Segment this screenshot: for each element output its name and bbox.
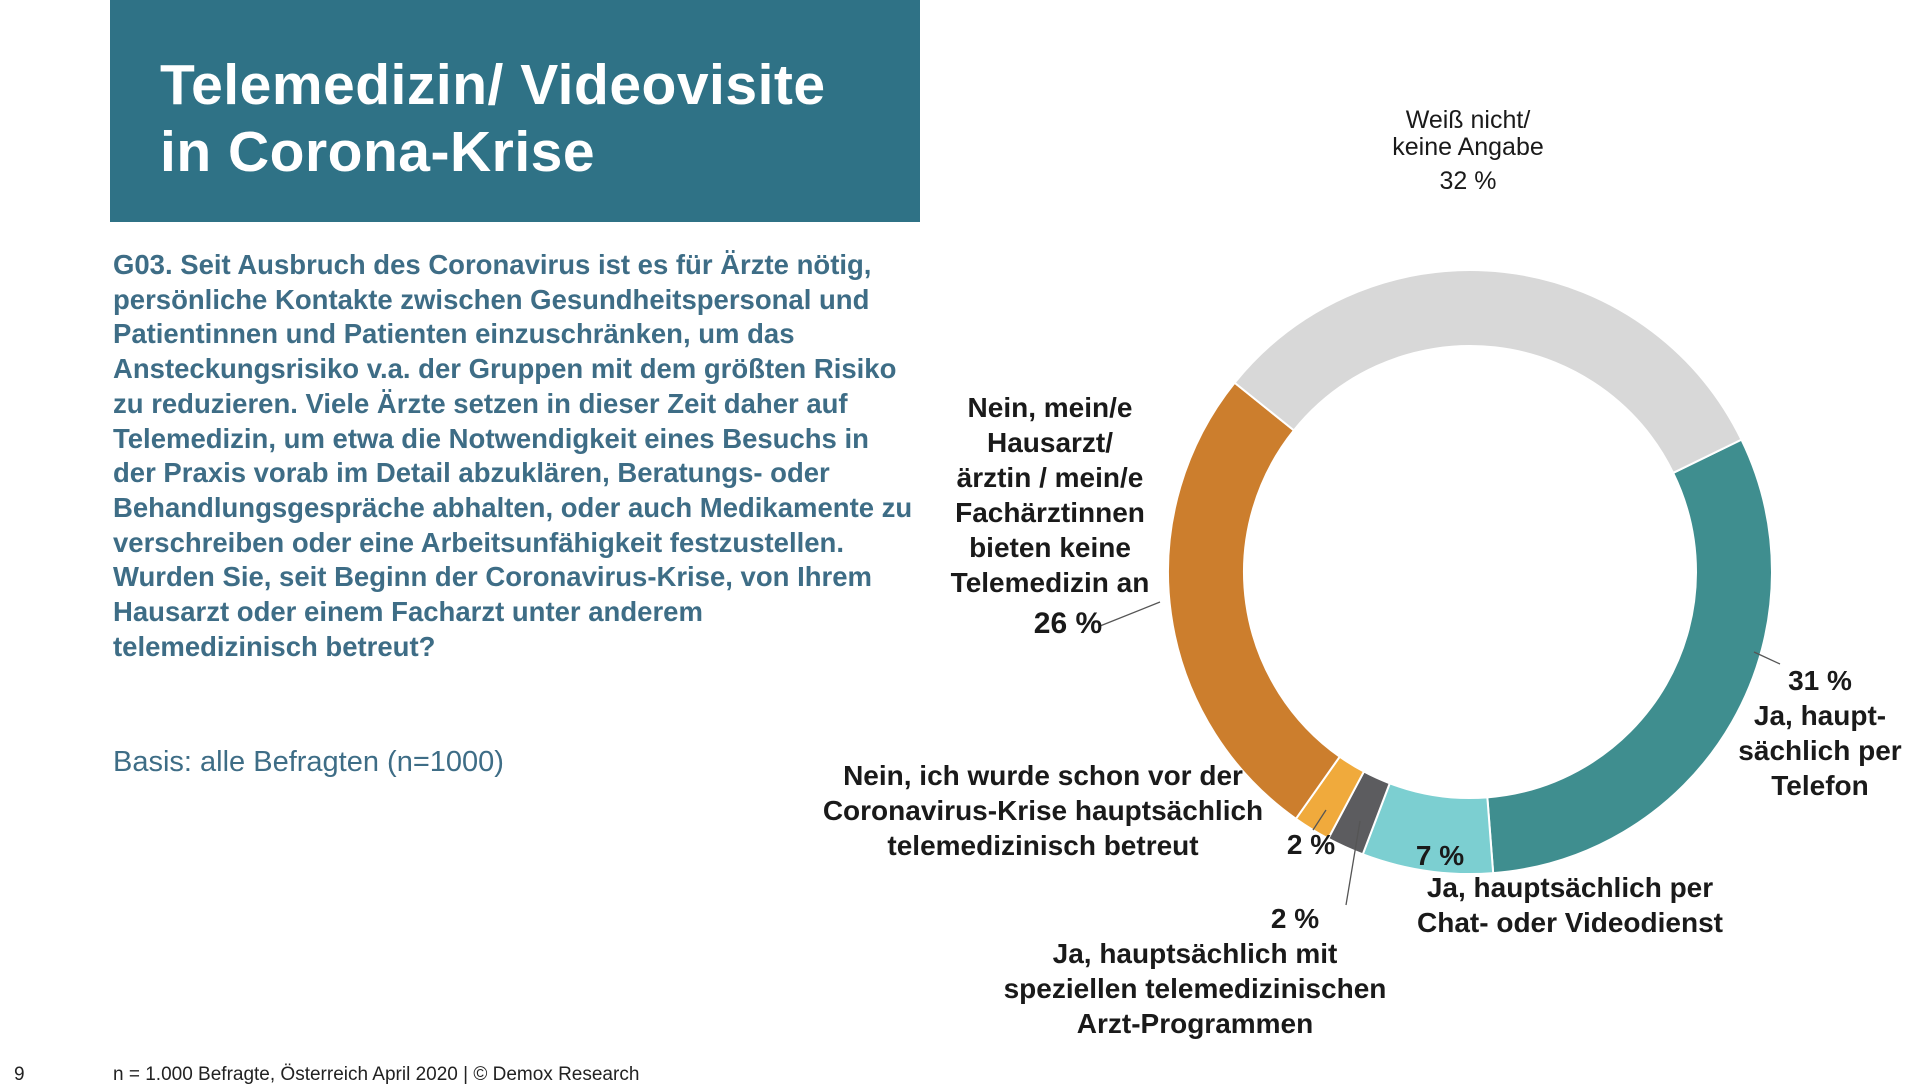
donut-slice-keine-telemedizin bbox=[1168, 383, 1340, 819]
basis-note: Basis: alle Befragten (n=1000) bbox=[113, 746, 504, 778]
label-schon-vorher-line-3: telemedizinisch betreut bbox=[887, 830, 1199, 861]
label-programme bbox=[980, 901, 1410, 1041]
label-telefon-line-3: Telefon bbox=[1771, 770, 1869, 801]
label-keine-telemedizin-line-1: Nein, mein/e bbox=[967, 392, 1133, 423]
page-title-line-2: in Corona-Krise bbox=[160, 120, 596, 184]
donut-slice-weiss-nicht bbox=[1235, 270, 1742, 473]
label-telefon bbox=[1710, 663, 1920, 803]
value-schon-vorher: 2 % bbox=[1286, 829, 1336, 860]
value-telefon: 31 % bbox=[1788, 665, 1852, 696]
label-weiss-nicht-value: 32 % bbox=[1439, 167, 1497, 195]
label-programme-line-2: speziellen telemedizinischen bbox=[1003, 973, 1387, 1004]
value-chat-video: 7 % bbox=[1415, 840, 1465, 871]
label-keine-telemedizin bbox=[925, 390, 1175, 600]
label-programme-line-3: Arzt-Programmen bbox=[1076, 1008, 1314, 1039]
label-schon-vorher-line-1: Nein, ich wurde schon vor der bbox=[843, 760, 1243, 791]
label-weiss-nicht-line-1: Weiß nicht/ bbox=[1405, 106, 1531, 134]
label-telefon-line-1: Ja, haupt- bbox=[1753, 700, 1887, 731]
label-chat-video-line-1: Ja, hauptsächlich per bbox=[1426, 872, 1714, 903]
question-text: G03. Seit Ausbruch des Coronavirus ist es für Ärzte nötig, persönliche Kontakte zwischen Gesundheitspersonal und Patientinnen und Patienten einzuschränken, um das Ansteckungsrisiko v.a. der Gruppen mit dem größten Risiko zu reduzieren. Viele Ärzte setzen in dieser Zeit daher auf Telemedizin, um etwa die Notwendigkeit eines Besuchs in der Praxis vorab im Detail abzuklären, Beratungs- oder Behandlungsgespräche abhalten, oder auch Medikamente zu verschreiben oder eine Arbeitsunfähigkeit festzustellen. Wurden Sie, seit Beginn der Coronavirus-Krise, von Ihrem Hausarzt oder einem Facharzt unter anderem telemedizinisch betreut? bbox=[113, 249, 913, 662]
label-chat-video-line-2: Chat- oder Videodienst bbox=[1417, 907, 1723, 938]
value-keine-telemedizin: 26 % bbox=[1033, 607, 1103, 640]
label-keine-telemedizin-line-3: ärztin / mein/e bbox=[956, 462, 1144, 493]
label-weiss-nicht bbox=[1378, 107, 1558, 195]
label-keine-telemedizin-line-2: Hausarzt/ bbox=[986, 427, 1114, 458]
label-telefon-line-2: sächlich per bbox=[1738, 735, 1902, 766]
footer-source-note: n = 1.000 Befragte, Österreich April 2020 | © Demox Research bbox=[113, 1064, 640, 1085]
page-title-line-1: Telemedizin/ Videovisite bbox=[160, 53, 826, 117]
label-schon-vorher bbox=[808, 758, 1278, 863]
label-programme-line-1: Ja, hauptsächlich mit bbox=[1052, 938, 1338, 969]
label-keine-telemedizin-line-5: bieten keine bbox=[969, 532, 1131, 563]
label-keine-telemedizin-line-6: Telemedizin an bbox=[950, 567, 1150, 598]
page-number: 9 bbox=[14, 1064, 25, 1085]
label-schon-vorher-line-2: Coronavirus-Krise hauptsächlich bbox=[822, 795, 1264, 826]
label-chat-video bbox=[1390, 870, 1750, 940]
label-keine-telemedizin-line-4: Fachärztinnen bbox=[955, 497, 1145, 528]
donut-slice-telefon bbox=[1487, 440, 1772, 873]
label-weiss-nicht-line-2: keine Angabe bbox=[1392, 133, 1544, 161]
value-programme: 2 % bbox=[1270, 903, 1320, 934]
